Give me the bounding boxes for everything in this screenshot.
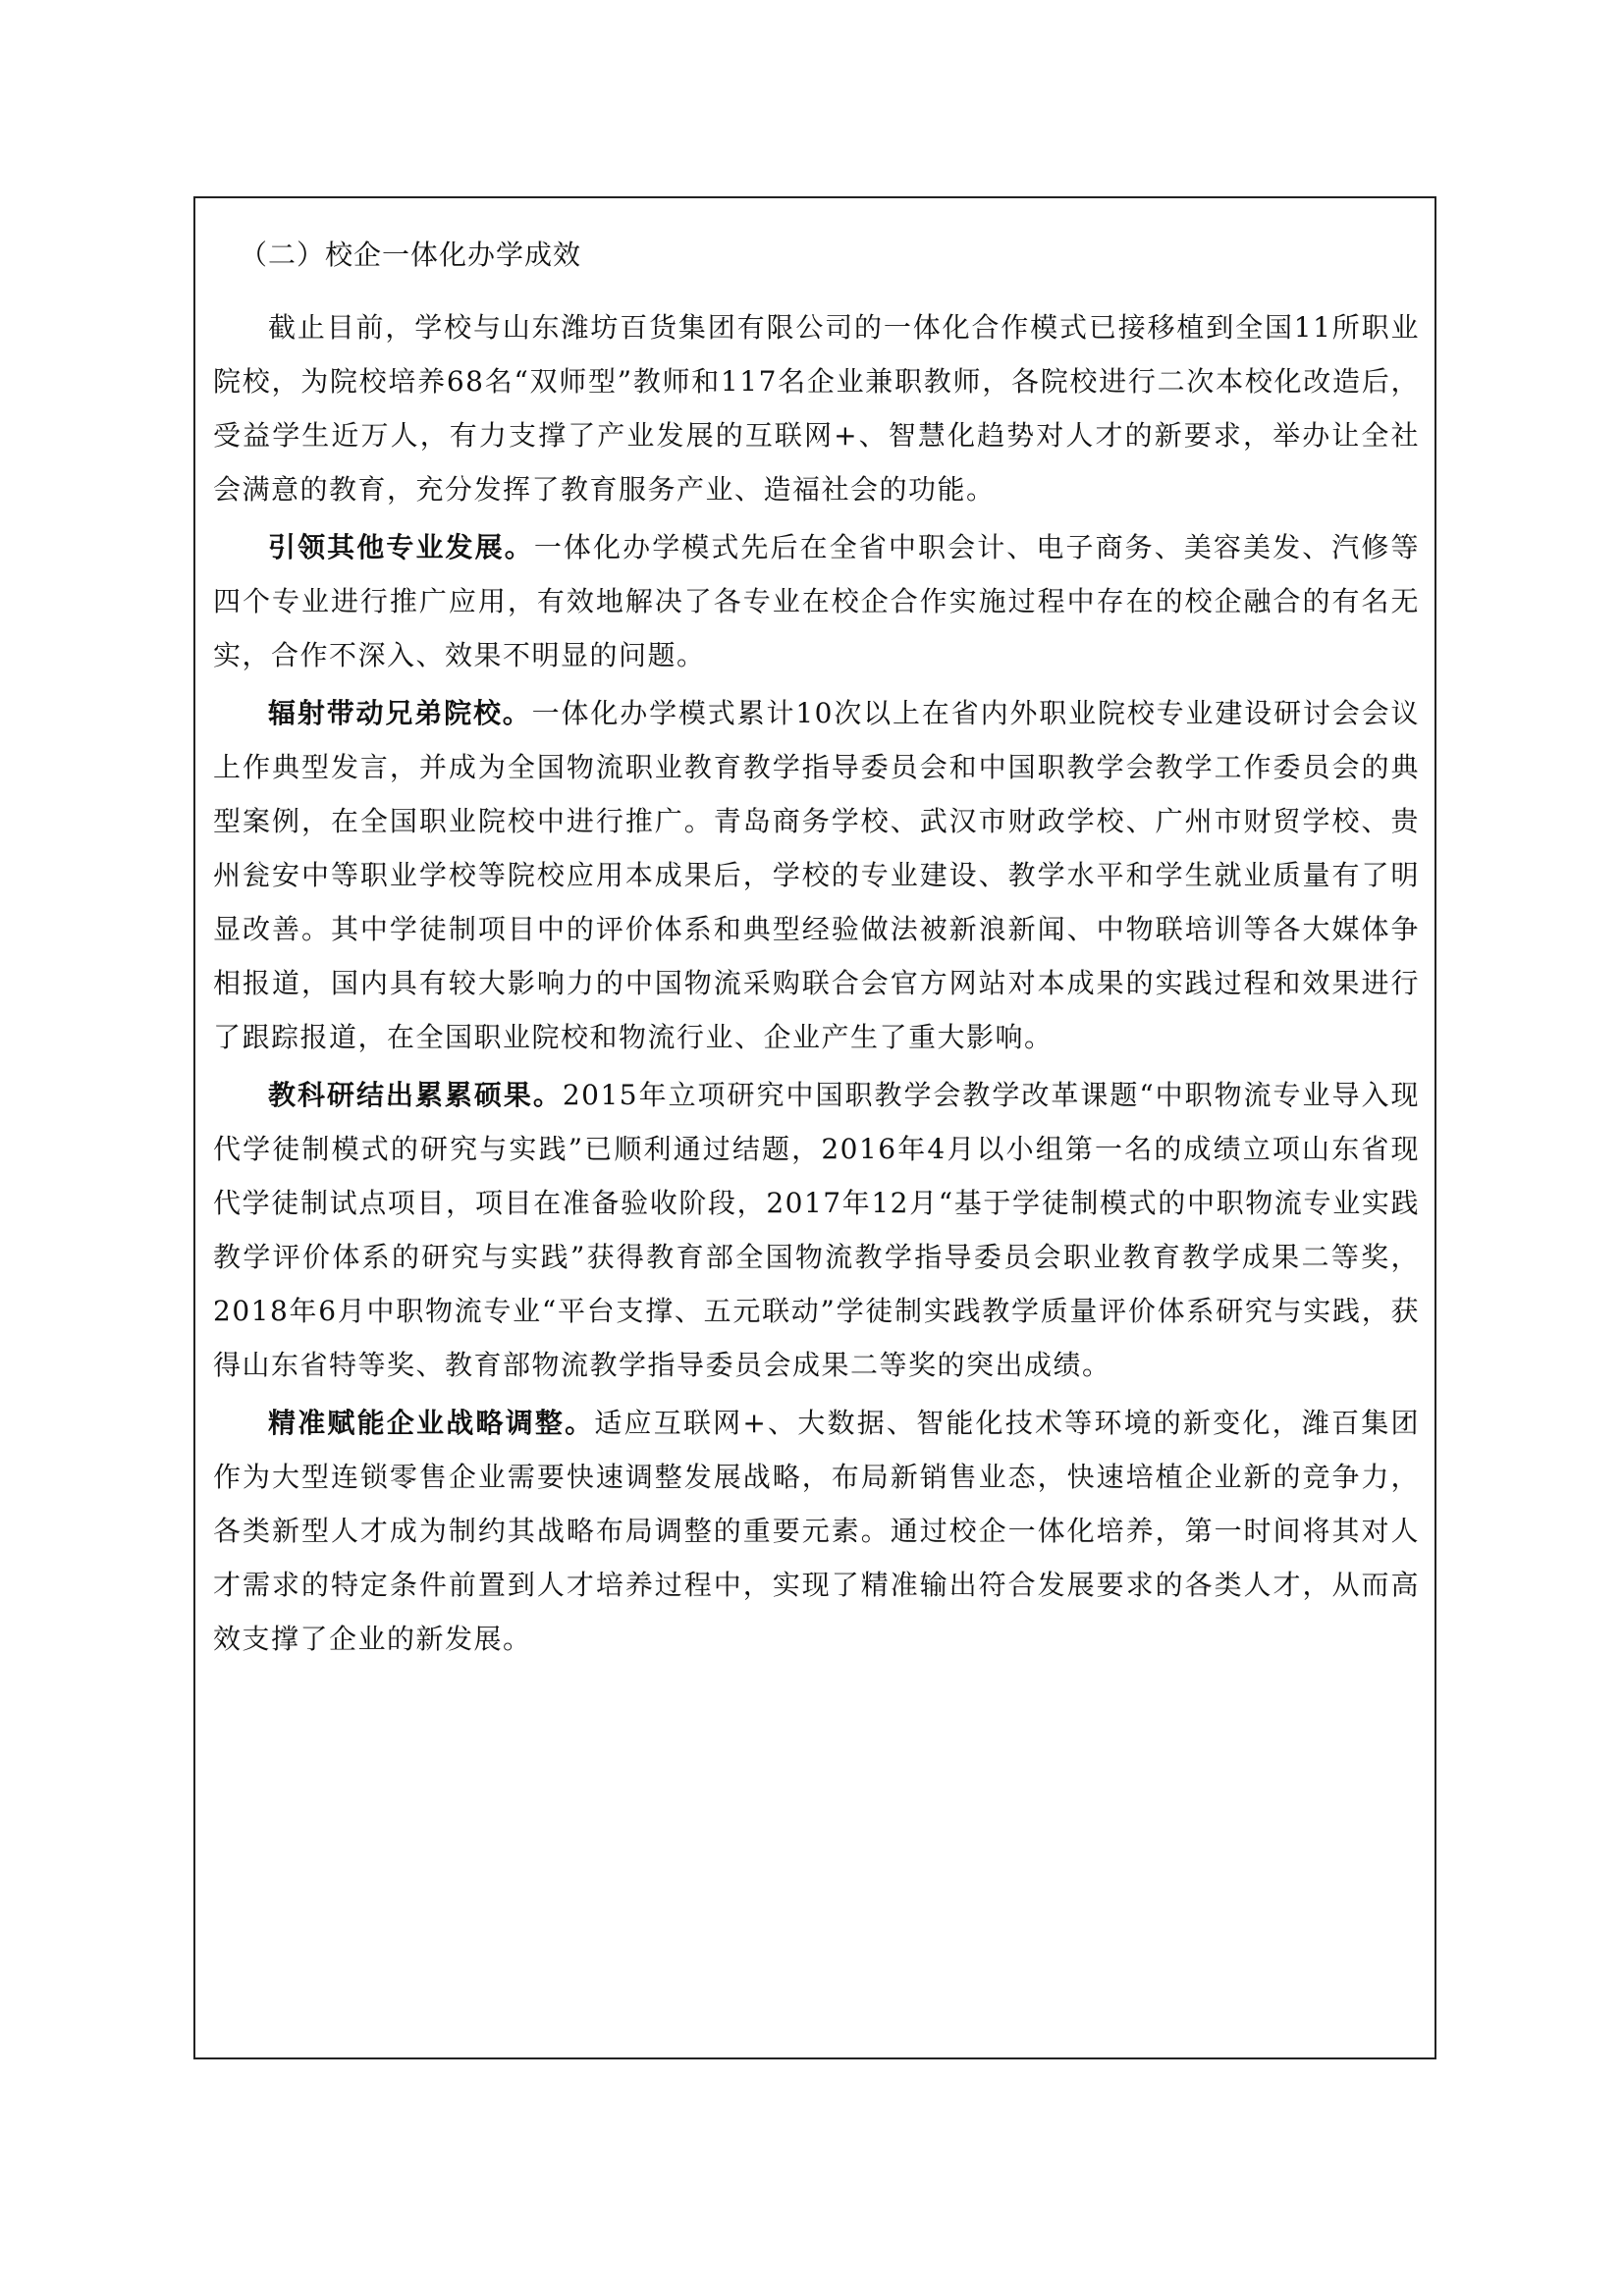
- document-body: [213, 236, 1420, 1670]
- paragraph-text: 适应互联网+、大数据、智能化技术等环境的新变化，潍百集团作为大型连锁零售企业需要快速调整发展战略，布局新销售业态，快速培植企业新的竞争力，各类新型人才成为制约其战略布局调整的重要元素。通过校企一体化培养，第一时间将其对人才需求的特定条件前置到人才培养过程中，实现了精准输出符合发展要求的各类人才，从而高效支撑了企业的新发展。: [213, 1407, 1420, 1655]
- paragraph-radiate-schools: [213, 686, 1420, 1064]
- paragraph-research-results: [213, 1068, 1420, 1392]
- paragraph-title: 引领其他专业发展。: [268, 531, 534, 563]
- paragraph-enterprise-strategy: [213, 1396, 1420, 1666]
- paragraph-lead-other-majors: [213, 520, 1420, 682]
- paragraph-title: 辐射带动兄弟院校。: [268, 697, 532, 729]
- paragraph-title: 教科研结出累累硕果。: [268, 1079, 563, 1111]
- paragraph-text: 一体化办学模式先后在全省中职会计、电子商务、美容美发、汽修等四个专业进行推广应用，有效地解决了各专业在校企合作实施过程中存在的校企融合的有名无实，合作不深入、效果不明显的问题。: [213, 531, 1420, 671]
- paragraph-title: 精准赋能企业战略调整。: [268, 1407, 595, 1439]
- intro-paragraph: 截止目前，学校与山东潍坊百货集团有限公司的一体化合作模式已接移植到全国11所职业院校，为院校培养68名“双师型”教师和117名企业兼职教师，各院校进行二次本校化改造后，受益学生近万人，有力支撑了产业发展的互联网+、智慧化趋势对人才的新要求，举办让全社会满意的教育，充分发挥了教育服务产业、造福社会的功能。: [213, 311, 1420, 506]
- section-heading: （二）校企一体化办学成效: [240, 239, 582, 271]
- paragraph-text: 一体化办学模式累计10次以上在省内外职业院校专业建设研讨会会议上作典型发言，并成为全国物流职业教育教学指导委员会和中国职教学会教学工作委员会的典型案例，在全国职业院校中进行推广。青岛商务学校、武汉市财政学校、广州市财贸学校、贵州瓮安中等职业学校等院校应用本成果后，学校的专业建设、教学水平和学生就业质量有了明显改善。其中学徒制项目中的评价体系和典型经验做法被新浪新闻、中物联培训等各大媒体争相报道，国内具有较大影响力的中国物流采购联合会官方网站对本成果的实践过程和效果进行了跟踪报道，在全国职业院校和物流行业、企业产生了重大影响。: [213, 697, 1420, 1053]
- paragraph-text: 2015年立项研究中国职教学会教学改革课题“中职物流专业导入现代学徒制模式的研究与实践”已顺利通过结题，2016年4月以小组第一名的成绩立项山东省现代学徒制试点项目，项目在准备验收阶段，2017年12月“基于学徒制模式的中职物流专业实践教学评价体系的研究与实践”获得教育部全国物流教学指导委员会职业教育教学成果二等奖，2018年6月中职物流专业“平台支撑、五元联动”学徒制实践教学质量评价体系研究与实践，获得山东省特等奖、教育部物流教学指导委员会成果二等奖的突出成绩。: [213, 1079, 1420, 1381]
